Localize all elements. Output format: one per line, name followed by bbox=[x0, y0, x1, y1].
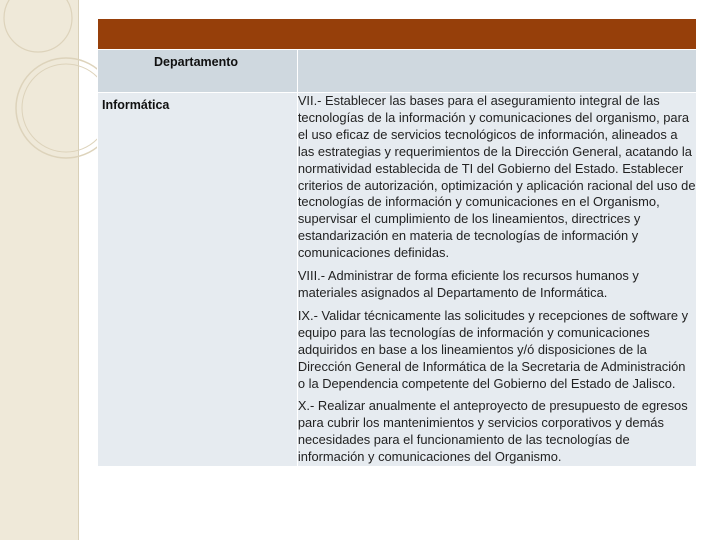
department-cell bbox=[98, 93, 298, 467]
column-header-row bbox=[98, 50, 697, 93]
table-row bbox=[98, 93, 697, 467]
function-paragraph-ix: IX.- Validar técnicamente las solicitudes y recepciones de software y equipo para las tecnologías de información y comunicaciones adquiridos en base a los lineamientos y/ó disposiciones de la Dirección General de Informática de la Secretaria de Administración o la Dependencia competente del Gobierno del Estado de Jalisco. bbox=[297, 307, 689, 391]
department-name: Informática bbox=[102, 98, 170, 112]
function-header-label bbox=[298, 50, 696, 55]
function-paragraph-x: X.- Realizar anualmente el anteproyecto de presupuesto de egresos para cubrir los mantenimientos y servicios corporativos y demás necesidades para el funcionamiento de las tecnologías de información y comunicaciones del Organismo. bbox=[297, 398, 688, 465]
functions-table bbox=[97, 18, 697, 467]
department-column-header bbox=[98, 50, 298, 93]
function-paragraph-viii: VIII.- Administrar de forma eficiente los recursos humanos y materiales asignados al Departamento de Informática. bbox=[297, 268, 639, 300]
table-header-band bbox=[98, 19, 697, 50]
functions-cell bbox=[297, 93, 696, 467]
function-column-header bbox=[297, 50, 696, 93]
function-paragraph-vii: VII.- Establecer las bases para el aseguramiento integral de las tecnologías de la información y comunicaciones del organismo, para el uso eficaz de servicios tecnológicos de información, alineados a las estrategias y requerimientos de la Dirección General, acatando la normatividad establecida de TI del Gobierno del Estado. Establecer criterios de autorización, optimización y aplicación racional del uso de tecnologías de información y comunicaciones en el Organismo, supervisar el cumplimiento de los lineamientos, directrices y estandarización en materia de tecnologías de información y comunicaciones definidas. bbox=[297, 93, 696, 261]
department-header-label: Departamento bbox=[154, 55, 239, 69]
